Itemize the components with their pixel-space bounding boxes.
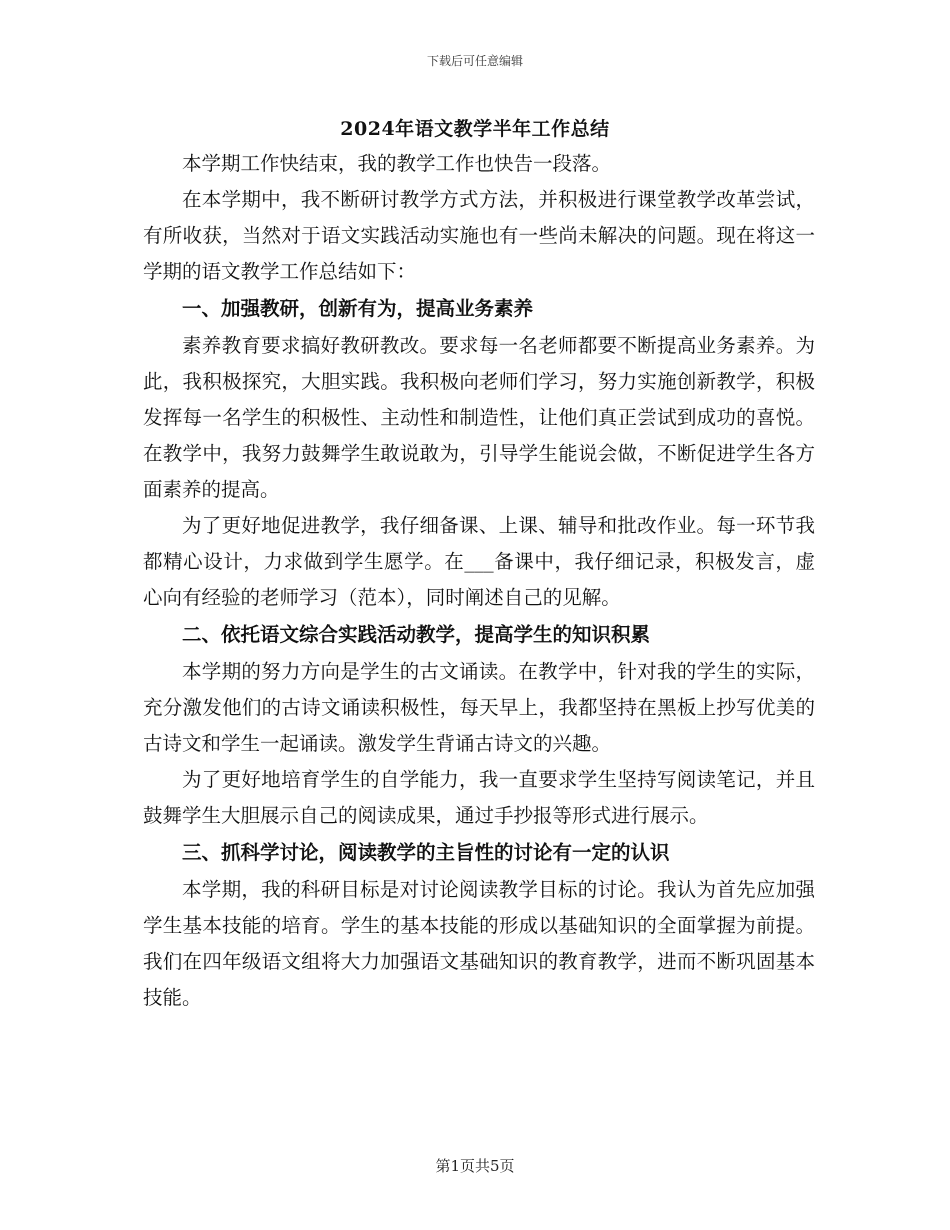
section-1-paragraph-1: 素养教育要求搞好教研教改。要求每一名老师都要不断提高业务素养。为此，我积极探究，大胆实践。我积极向老师们学习，努力实施创新教学，积极发挥每一名学生的积极性、主动性和制造性，让他们真正尝试到成功的喜悦。在教学中，我努力鼓舞学生敢说敢为，引导学生能说会做，不断促进学生各方面素养的提高。 <box>143 334 815 501</box>
section-2-paragraph-1: 本学期的努力方向是学生的古文诵读。在教学中，针对我的学生的实际，充分激发他们的古诗文诵读积极性，每天早上，我都坚持在黑板上抄写优美的古诗文和学生一起诵读。激发学生背诵古诗文的兴趣。 <box>143 660 815 755</box>
intro-paragraph-1: 本学期工作快结束，我的教学工作也快告一段落。 <box>182 152 612 175</box>
section-2-heading: 二、依托语文综合实践活动教学，提高学生的知识积累 <box>182 623 651 646</box>
intro-paragraph-2: 在本学期中，我不断研讨教学方式方法，并积极进行课堂教学改革尝试，有所收获，当然对于语文实践活动实施也有一些尚未解决的问题。现在将这一学期的语文教学工作总结如下： <box>143 188 815 283</box>
section-2-paragraph-2: 为了更好地培育学生的自学能力，我一直要求学生坚持写阅读笔记，并且鼓舞学生大胆展示自己的阅读成果，通过手抄报等形式进行展示。 <box>143 768 815 827</box>
section-3-heading: 三、抓科学讨论，阅读教学的主旨性的讨论有一定的认识 <box>182 841 670 864</box>
document-body <box>143 146 815 1016</box>
section-3-paragraph-1: 本学期，我的科研目标是对讨论阅读教学目标的讨论。我认为首先应加强学生基本技能的培育。学生的基本技能的形成以基础知识的全面掌握为前提。我们在四年级语文组将大力加强语文基础知识的教育教学，进而不断巩固基本技能。 <box>143 878 815 1009</box>
page-number: 第1页共5页 <box>435 1157 515 1175</box>
document-title: 2024年语文教学半年工作总结 <box>340 118 610 140</box>
section-1-paragraph-2: 为了更好地促进教学，我仔细备课、上课、辅导和批改作业。每一环节我都精心设计，力求做到学生愿学。在___备课中，我仔细记录，积极发言，虚心向有经验的老师学习（范本），同时阐述自己的见解。 <box>143 514 815 609</box>
page-header-note: 下载后可任意编辑 <box>426 54 523 68</box>
section-1-heading: 一、加强教研，创新有为，提高业务素养 <box>182 297 534 320</box>
